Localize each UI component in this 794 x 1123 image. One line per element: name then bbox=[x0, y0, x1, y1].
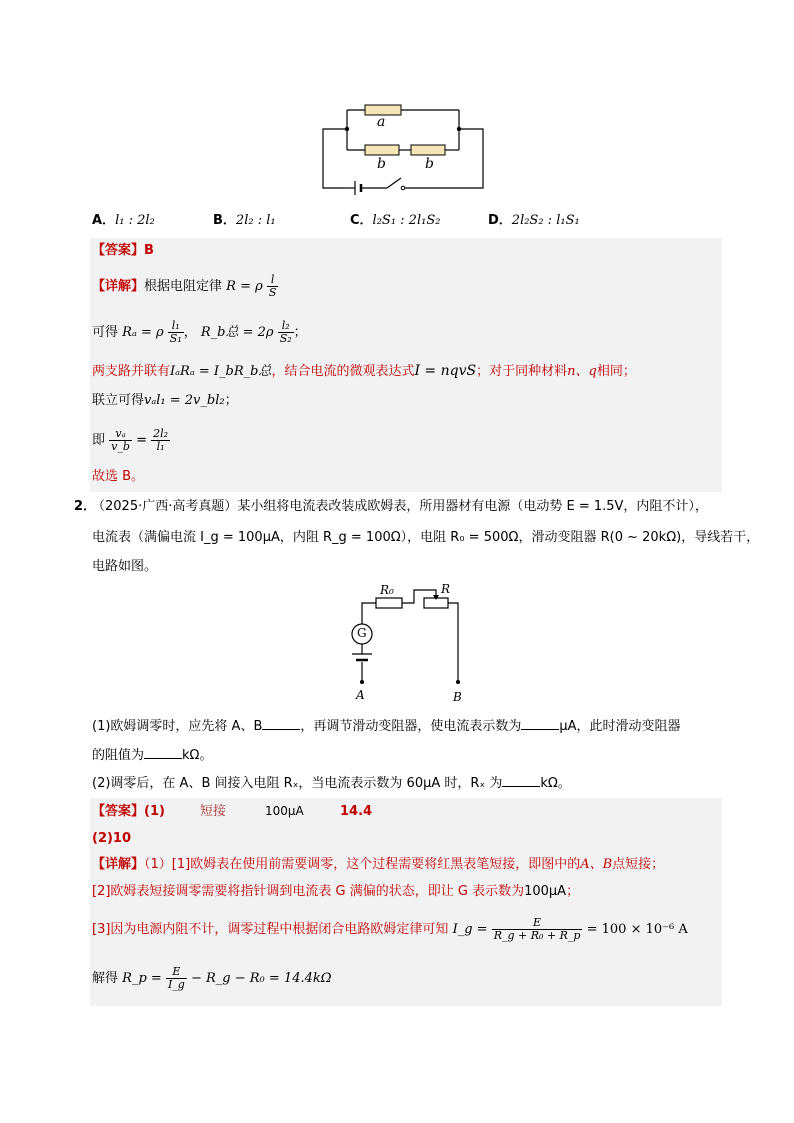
answer-part-1: (1) bbox=[144, 804, 165, 819]
sub-1-text-a: (1)欧姆调零时，应先将 A、B bbox=[92, 719, 263, 734]
sub-2-text-b: kΩ。 bbox=[540, 776, 571, 791]
fraction-l-over-s bbox=[267, 274, 279, 299]
detail-label: 【详解】 bbox=[92, 279, 145, 294]
detail-2-line-2 bbox=[92, 883, 579, 901]
fraction-va-vb bbox=[109, 428, 132, 453]
fraction-numerator: l₂ bbox=[278, 320, 294, 333]
symbols-n-q: n、q bbox=[567, 364, 597, 379]
punct-semicolon: ； bbox=[293, 325, 307, 340]
option-a-letter: A． bbox=[92, 213, 116, 228]
sub-question-1-cont bbox=[92, 745, 212, 765]
answer-label: 【答案】 bbox=[92, 804, 145, 819]
detail-2-text-1: （1）[1]欧姆表在使用前需要调零，这个过程需要将红黑表笔短接，即图中的 bbox=[144, 857, 581, 872]
text-kede: 可得 bbox=[92, 325, 119, 340]
detail-2-line-3 bbox=[92, 917, 688, 942]
fraction-denominator: S bbox=[268, 286, 277, 299]
detail-2-line-4 bbox=[92, 966, 332, 991]
formula-current: I = nqvS bbox=[414, 363, 477, 379]
sub-1-text-b: ，再调节滑动变阻器，使电流表示数为 bbox=[300, 719, 522, 734]
formula-rb-total: R_b总 = 2ρ bbox=[200, 325, 274, 340]
formula-combine: vₐl₁ = 2v_bl₂ bbox=[144, 393, 225, 408]
resistor-label-a: a bbox=[377, 114, 386, 130]
text-ji: 即 bbox=[92, 433, 106, 448]
sub-question-2 bbox=[92, 773, 571, 793]
circuit-diagram-1 bbox=[315, 95, 495, 200]
formula-parallel: IₐRₐ = I_bR_b总 bbox=[170, 364, 272, 379]
question-2-line-3: 电路如图。 bbox=[92, 559, 158, 574]
answer-value: B bbox=[144, 243, 154, 258]
answer-label: 【答案】 bbox=[92, 243, 145, 258]
fraction-denominator: S₁ bbox=[169, 332, 182, 345]
label-r0: R₀ bbox=[380, 583, 394, 597]
option-d bbox=[488, 212, 580, 230]
text-combine: 联立可得 bbox=[92, 393, 145, 408]
punct-comma: ， bbox=[183, 325, 197, 340]
formula-rp: R_p = bbox=[122, 971, 162, 986]
detail-2-line-1 bbox=[92, 856, 664, 874]
label-terminal-a: A bbox=[356, 688, 365, 702]
option-c bbox=[350, 212, 440, 230]
option-d-text: 2l₂S₂ : l₁S₁ bbox=[511, 213, 580, 228]
option-b bbox=[213, 212, 276, 230]
conclusion-1: 故选 B。 bbox=[92, 469, 145, 484]
answer-2-line bbox=[92, 803, 165, 821]
formula-ig: I_g = bbox=[452, 922, 488, 937]
sub-1-text-d: 的阻值为 bbox=[92, 748, 145, 763]
detail-1-line bbox=[92, 274, 278, 299]
question-2-line-1: （2025·广西·高考真题）某小组将电流表改装成欧姆表，所用器材有电源（电动势 E = 1.5V，内阻不计）， bbox=[92, 499, 708, 514]
text-parallel: 两支路并联有 bbox=[92, 364, 171, 379]
fraction-numerator: E bbox=[166, 966, 187, 979]
text-micro-current: ，结合电流的微观表达式 bbox=[271, 364, 415, 379]
fraction-l1-s1 bbox=[168, 320, 184, 345]
label-terminal-b: B bbox=[453, 690, 462, 704]
fraction-denominator: v_b bbox=[111, 440, 130, 453]
option-a-text: l₁ : 2l₂ bbox=[115, 213, 155, 228]
fraction-denominator: l₁ bbox=[156, 440, 165, 453]
answer-2-ans1: 短接 bbox=[200, 804, 227, 819]
answer-1-line bbox=[92, 242, 154, 260]
detail-2-text-1-end: 点短接； bbox=[612, 857, 665, 872]
blank-4[interactable] bbox=[502, 773, 540, 787]
label-r: R bbox=[441, 582, 451, 596]
option-b-letter: B． bbox=[213, 213, 236, 228]
detail-2-text-3: [3]因为电源内阻不计，调零过程中根据闭合电路欧姆定律可知 bbox=[92, 922, 449, 937]
detail-1-line-3 bbox=[92, 362, 636, 381]
punct-semicolon: ； bbox=[566, 884, 580, 899]
detail-1-line-5 bbox=[92, 428, 170, 453]
formula-rp-value: − R_g − R₀ = 14.4kΩ bbox=[190, 971, 332, 986]
option-a bbox=[92, 212, 155, 230]
question-2-line-2: 电流表（满偏电流 I_g = 100μA，内阻 R_g = 100Ω），电阻 R₀ = 500Ω，滑动变阻器 R(0 ~ 20kΩ)，导线若干， bbox=[92, 530, 760, 545]
option-c-text: l₂S₁ : 2l₁S₂ bbox=[372, 213, 441, 228]
fraction-numerator: 2l₂ bbox=[153, 427, 169, 440]
blank-3[interactable] bbox=[144, 745, 182, 759]
detail-1-line-2 bbox=[92, 320, 307, 345]
terminals-a-b: A、B bbox=[580, 857, 613, 872]
fraction-denominator: S₂ bbox=[279, 332, 292, 345]
fraction-numerator: l bbox=[267, 274, 279, 287]
detail-2-text-2: [2]欧姆表短接调零需要将指针调到电流表 G 满偏的状态，即让 G 表示数为 bbox=[92, 884, 525, 899]
detail-text: 根据电阻定律 bbox=[144, 279, 223, 294]
equals-sign: = bbox=[136, 433, 147, 448]
blank-1[interactable] bbox=[262, 716, 300, 730]
sub-question-1 bbox=[92, 716, 681, 736]
answer-2-part-2: (2)10 bbox=[92, 831, 132, 846]
label-g: G bbox=[357, 626, 367, 640]
answer-2-ans2: 100μA bbox=[265, 804, 304, 818]
fraction-numerator: E bbox=[492, 917, 583, 930]
option-d-letter: D． bbox=[488, 213, 512, 228]
sub-1-text-e: kΩ。 bbox=[182, 748, 213, 763]
formula-resistance: R = ρ bbox=[226, 279, 263, 294]
fraction-denominator: I_g bbox=[167, 978, 185, 991]
value-100ua: 100μA bbox=[524, 884, 567, 899]
formula-ig-value: = 100 × 10⁻⁶ A bbox=[586, 922, 688, 937]
resistor-label-b2: b bbox=[425, 156, 434, 172]
fraction-l2-s2 bbox=[278, 320, 294, 345]
answer-2-ans3: 14.4 bbox=[340, 804, 373, 819]
fraction-2l2-l1 bbox=[151, 428, 170, 453]
option-b-text: 2l₂ : l₁ bbox=[235, 213, 276, 228]
punct-semicolon: ； bbox=[224, 393, 238, 408]
sub-2-text-a: (2)调零后，在 A、B 间接入电阻 Rₓ，当电流表示数为 60μA 时，Rₓ 为 bbox=[92, 776, 503, 791]
fraction-e-over-ig bbox=[166, 966, 187, 991]
blank-2[interactable] bbox=[521, 716, 559, 730]
fraction-e-over-sum bbox=[492, 917, 583, 942]
detail-1-line-4 bbox=[92, 392, 238, 410]
fraction-numerator: l₁ bbox=[168, 320, 184, 333]
fraction-denominator: R_g + R₀ + R_p bbox=[493, 929, 581, 942]
formula-ra: Rₐ = ρ bbox=[122, 325, 164, 340]
text-same: 相同； bbox=[596, 364, 636, 379]
detail-label: 【详解】 bbox=[92, 857, 145, 872]
sub-1-text-c: μA，此时滑动变阻器 bbox=[559, 719, 681, 734]
text-jiede: 解得 bbox=[92, 971, 119, 986]
text-same-material: ；对于同种材料 bbox=[476, 364, 568, 379]
fraction-numerator: vₐ bbox=[109, 428, 132, 441]
question-2-number: 2． bbox=[74, 499, 97, 514]
option-c-letter: C． bbox=[350, 213, 373, 228]
resistor-label-b1: b bbox=[377, 156, 386, 172]
